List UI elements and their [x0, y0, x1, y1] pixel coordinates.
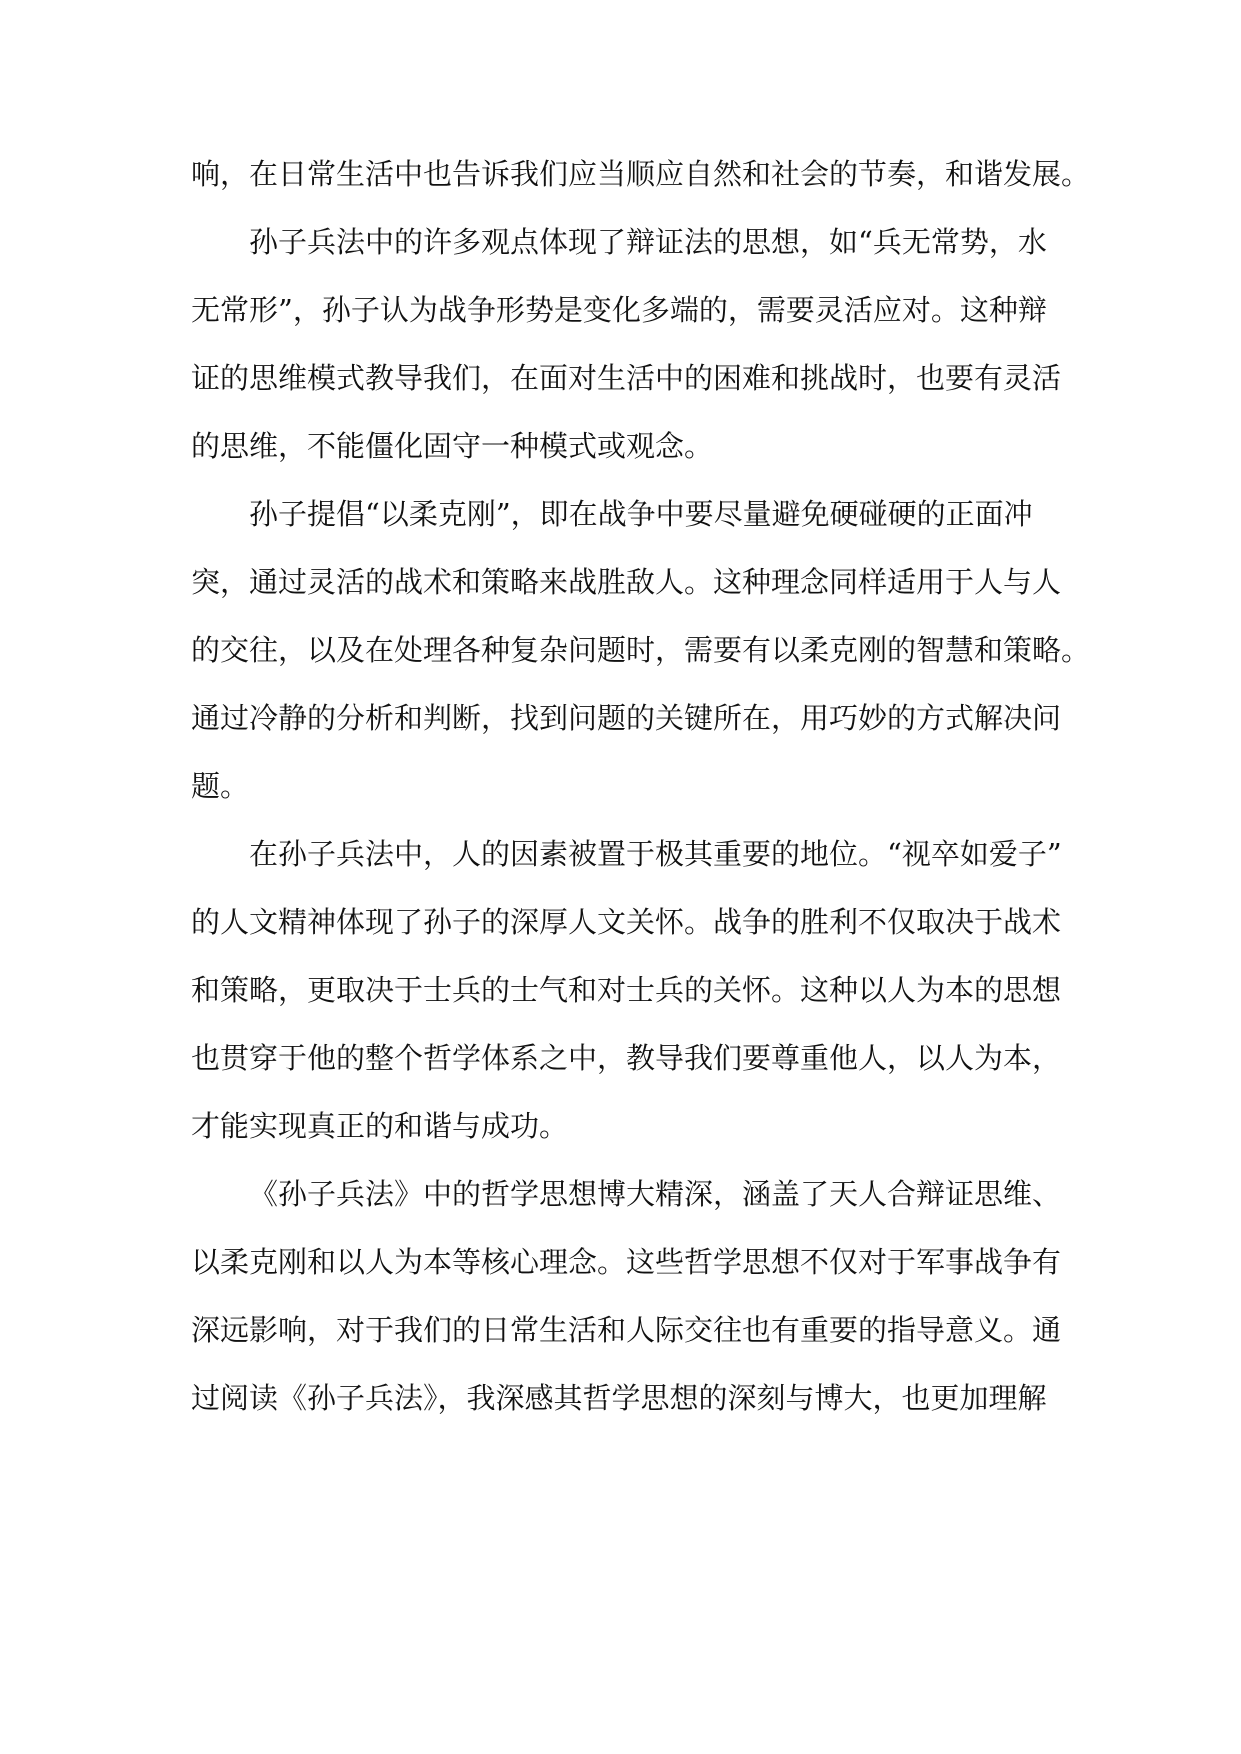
- text-line: 《孙子兵法》中的哲学思想博大精深，涵盖了天人合辩证思维、: [249, 1177, 1062, 1211]
- text-line: 突，通过灵活的战术和策略来战胜敌人。这种理念同样适用于人与人: [191, 565, 1062, 599]
- text-line: 响，在日常生活中也告诉我们应当顺应自然和社会的节奏，和谐发展。: [191, 157, 1091, 191]
- text-line: 证的思维模式教导我们，在面对生活中的困难和挑战时，也要有灵活: [191, 361, 1062, 395]
- text-line: 以柔克刚和以人为本等核心理念。这些哲学思想不仅对于军事战争有: [191, 1245, 1062, 1279]
- text-line: 过阅读《孙子兵法》，我深感其哲学思想的深刻与博大，也更加理解: [191, 1381, 1047, 1415]
- body-text: [191, 140, 1091, 1432]
- paragraph-conclusion: [191, 1160, 1062, 1432]
- text-line: 在孙子兵法中，人的因素被置于极其重要的地位。“视卒如爱子”: [249, 837, 1062, 871]
- paragraph-soft-overcomes-hard: [191, 480, 1091, 820]
- paragraph-people-oriented: [191, 820, 1062, 1160]
- text-line: 的人文精神体现了孙子的深厚人文关怀。战争的胜利不仅取决于战术: [191, 905, 1062, 939]
- text-line: 深远影响，对于我们的日常生活和人际交往也有重要的指导意义。通: [191, 1313, 1062, 1347]
- text-line: 通过冷静的分析和判断，找到问题的关键所在，用巧妙的方式解决问: [191, 701, 1062, 735]
- text-line: 的思维，不能僵化固守一种模式或观念。: [191, 429, 714, 463]
- text-line: 孙子兵法中的许多观点体现了辩证法的思想，如“兵无常势，水: [249, 225, 1047, 259]
- text-line: 的交往，以及在处理各种复杂问题时，需要有以柔克刚的智慧和策略。: [191, 633, 1091, 667]
- text-line: 孙子提倡“以柔克刚”，即在战争中要尽量避免硬碰硬的正面冲: [249, 497, 1033, 531]
- text-line: 题。: [191, 769, 250, 803]
- text-line: 才能实现真正的和谐与成功。: [191, 1109, 569, 1143]
- text-line: 和策略，更取决于士兵的士气和对士兵的关怀。这种以人为本的思想: [191, 973, 1062, 1007]
- text-line: 也贯穿于他的整个哲学体系之中，教导我们要尊重他人，以人为本，: [191, 1041, 1062, 1075]
- text-line: 无常形”，孙子认为战争形势是变化多端的，需要灵活应对。这种辩: [191, 293, 1047, 327]
- paragraph-continued: [191, 140, 1091, 208]
- paragraph-dialectics: [191, 208, 1062, 480]
